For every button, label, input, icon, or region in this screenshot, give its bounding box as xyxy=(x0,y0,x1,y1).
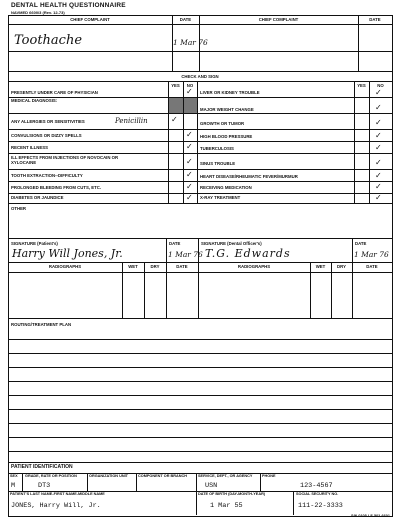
patient-name-value[interactable]: JONES, Harry Will, Jr. xyxy=(11,502,101,510)
divider xyxy=(8,71,392,72)
divider xyxy=(136,473,137,491)
stock-number: S/N 0105-LF-502-6601 xyxy=(350,514,390,518)
ruled-line xyxy=(8,367,392,368)
radiograph-date-label-right: DATE xyxy=(366,264,378,269)
checkmark-icon[interactable]: ✓ xyxy=(375,193,382,202)
question-growth: GROWTH OR TUMOR xyxy=(200,121,245,126)
question-recent-illness: RECENT ILLNESS xyxy=(11,145,49,150)
question-sinus: SINUS TROUBLE xyxy=(200,161,236,166)
checkmark-icon[interactable]: ✓ xyxy=(375,171,382,180)
officer-signature-label: SIGNATURE (Dental Officer's) xyxy=(201,241,262,246)
checkmark-icon[interactable]: ✓ xyxy=(186,193,193,202)
divider xyxy=(166,238,167,262)
question-tuberculosis: TUBERCULOSIS xyxy=(200,146,234,151)
ruled-line xyxy=(8,451,392,452)
complaint-date-label-right: DATE xyxy=(369,17,381,22)
other-label: OTHER xyxy=(11,206,27,211)
officer-signature-date[interactable]: 1 Mar 76 xyxy=(354,250,389,259)
divider xyxy=(197,129,392,130)
complaint-date-label: DATE xyxy=(179,17,192,22)
divider xyxy=(166,262,167,318)
divider xyxy=(197,81,198,203)
grade-label: GRADE, RATE OR POSITION xyxy=(25,474,77,478)
checkmark-icon[interactable]: ✓ xyxy=(375,131,382,140)
divider xyxy=(87,473,88,491)
divider xyxy=(144,262,145,318)
divider xyxy=(197,169,392,170)
dob-value[interactable]: 1 Mar 55 xyxy=(210,502,243,510)
phone-value[interactable]: 123-4567 xyxy=(300,482,333,490)
divider xyxy=(8,203,392,204)
shaded-box xyxy=(184,98,197,113)
divider xyxy=(260,473,261,491)
ruled-line xyxy=(8,381,392,382)
checkmark-icon[interactable]: ✓ xyxy=(375,143,382,152)
ruled-line xyxy=(8,409,392,410)
divider xyxy=(8,81,392,82)
divider xyxy=(358,15,359,71)
checkmark-icon[interactable]: ✓ xyxy=(171,115,178,124)
patient-signature-date[interactable]: 1 Mar 76 xyxy=(168,250,203,259)
checkmark-icon[interactable]: ✓ xyxy=(375,158,382,167)
chief-complaint-label: CHIEF COMPLAINT xyxy=(70,17,110,22)
checkmark-icon[interactable]: ✓ xyxy=(186,157,193,166)
phone-label: PHONE xyxy=(262,474,276,478)
divider xyxy=(8,169,197,170)
divider xyxy=(8,24,392,25)
divider xyxy=(8,113,197,114)
sex-value[interactable]: M xyxy=(11,482,16,490)
chief-complaint-label-right: CHIEF COMPLAINT xyxy=(258,17,299,22)
divider xyxy=(8,129,197,130)
divider xyxy=(197,193,392,194)
sex-label: SEX xyxy=(10,474,18,478)
checkmark-icon[interactable]: ✓ xyxy=(186,142,193,151)
radiographs-label: RADIOGRAPHS xyxy=(48,264,82,269)
ruled-line xyxy=(8,395,392,396)
complaint-date-entry[interactable]: 1 Mar 76 xyxy=(173,38,208,47)
divider xyxy=(8,272,392,273)
question-diagnosis: MEDICAL DIAGNOSIS: xyxy=(11,98,58,103)
dob-label: DATE OF BIRTH (DAY-MONTH-YEAR) xyxy=(198,492,266,496)
divider xyxy=(8,193,197,194)
form-title: DENTAL HEALTH QUESTIONNAIRE xyxy=(11,2,126,9)
divider xyxy=(8,238,392,239)
ruled-line xyxy=(8,423,392,424)
divider xyxy=(8,181,197,182)
checkmark-icon[interactable]: ✓ xyxy=(186,182,193,191)
ruled-line xyxy=(8,462,392,463)
question-liver: LIVER OR KIDNEY TROUBLE xyxy=(200,90,260,95)
patient-signature[interactable]: Harry Will Jones, Jr. xyxy=(12,247,123,260)
divider xyxy=(8,318,392,319)
checkmark-icon[interactable]: ✓ xyxy=(375,103,382,112)
ruled-line xyxy=(8,353,392,354)
question-extraction: TOOTH EXTRACTION--DIFFICULTY xyxy=(11,173,83,178)
checkmark-icon[interactable]: ✓ xyxy=(375,182,382,191)
divider xyxy=(8,262,392,263)
shaded-box xyxy=(169,98,183,113)
check-and-sign-title: CHECK AND SIGN xyxy=(181,74,219,79)
component-label: COMPONENT OR BRANCH xyxy=(138,474,187,478)
wet-label: WET xyxy=(128,264,138,269)
divider xyxy=(8,51,392,52)
question-allergies: ANY ALLERGIES OR SENSITIVITIES xyxy=(11,119,85,124)
divider xyxy=(22,473,23,491)
question-xray: X-RAY TREATMENT xyxy=(200,195,241,200)
no-label: NO xyxy=(186,83,194,88)
question-convulsions: CONVULSIONS OR DIZZY SPELLS xyxy=(11,133,82,138)
divider xyxy=(352,262,353,318)
divider xyxy=(8,141,197,142)
checkmark-icon[interactable]: ✓ xyxy=(186,87,193,96)
divider xyxy=(310,262,311,318)
allergy-note[interactable]: Penicillin xyxy=(115,117,148,125)
divider xyxy=(197,113,392,114)
divider xyxy=(369,81,370,203)
question-diabetes: DIABETES OR JAUNDICE xyxy=(11,195,64,200)
form-number: NAVMED 6600/3 (Rev. 12-73) xyxy=(11,10,65,15)
question-heart: HEART DISEASE/RHEUMATIC FEVER/MURMUR xyxy=(200,174,298,179)
yes-label: YES xyxy=(171,83,180,88)
divider xyxy=(293,491,294,515)
divider xyxy=(196,491,197,515)
ssn-value[interactable]: 111-22-3333 xyxy=(298,502,343,510)
divider xyxy=(352,238,353,262)
divider xyxy=(354,81,355,203)
checkmark-icon[interactable]: ✓ xyxy=(186,170,193,179)
radiographs-label-right: RADIOGRAPHS xyxy=(237,264,271,269)
dry-label-right: DRY xyxy=(337,264,346,269)
routing-label: ROUTING/TREATMENT PLAN xyxy=(11,322,72,327)
chief-complaint-entry[interactable]: Toothache xyxy=(14,33,83,48)
question-physician: PRESENTLY UNDER CARE OF PHYSICIAN xyxy=(11,90,98,95)
yes-label-right: YES xyxy=(357,83,366,88)
patient-date-label: DATE xyxy=(169,241,181,246)
divider xyxy=(122,262,123,318)
officer-signature[interactable]: T.G. Edwards xyxy=(205,247,291,260)
radiograph-date-label: DATE xyxy=(176,264,188,269)
question-blood-pressure: HIGH BLOOD PRESSURE xyxy=(200,134,253,139)
ruled-line xyxy=(8,339,392,340)
dry-label: DRY xyxy=(150,264,160,269)
grade-value[interactable]: DT3 xyxy=(38,482,51,490)
divider xyxy=(198,262,199,318)
question-weight: MAJOR WEIGHT CHANGE xyxy=(200,107,254,112)
wet-label-right: WET xyxy=(315,264,326,269)
checkmark-icon[interactable]: ✓ xyxy=(375,88,382,97)
component-value[interactable]: USN xyxy=(205,482,218,490)
patient-signature-label: SIGNATURE (Patient's) xyxy=(11,241,58,246)
patient-id-title: PATIENT IDENTIFICATION xyxy=(11,464,73,470)
checkmark-icon[interactable]: ✓ xyxy=(186,130,193,139)
ruled-line xyxy=(8,437,392,438)
divider xyxy=(197,141,392,142)
checkmark-icon[interactable]: ✓ xyxy=(375,118,382,127)
divider xyxy=(197,153,392,154)
no-label-right: NO xyxy=(377,83,384,88)
divider xyxy=(197,181,392,182)
name-label: PATIENT'S LAST NAME-FIRST NAME-MIDDLE NAME xyxy=(10,492,105,496)
question-medication: RECEIVING MEDICATION xyxy=(200,185,252,190)
service-label: SERVICE, DEPT., OR AGENCY xyxy=(198,474,253,478)
ssn-label: SOCIAL SECURITY NO. xyxy=(296,492,339,496)
organization-label: ORGANIZATION UNIT xyxy=(89,474,128,478)
divider xyxy=(197,97,392,98)
divider xyxy=(331,262,332,318)
divider xyxy=(196,473,197,491)
divider xyxy=(8,153,197,154)
question-bleeding: PROLONGED BLEEDING FROM CUTS, ETC. xyxy=(11,185,101,190)
question-injections: ILL EFFECTS FROM INJECTIONS OF NOVOCAIN OR XYLOCAINE xyxy=(11,155,119,165)
officer-date-label: DATE xyxy=(355,241,367,246)
